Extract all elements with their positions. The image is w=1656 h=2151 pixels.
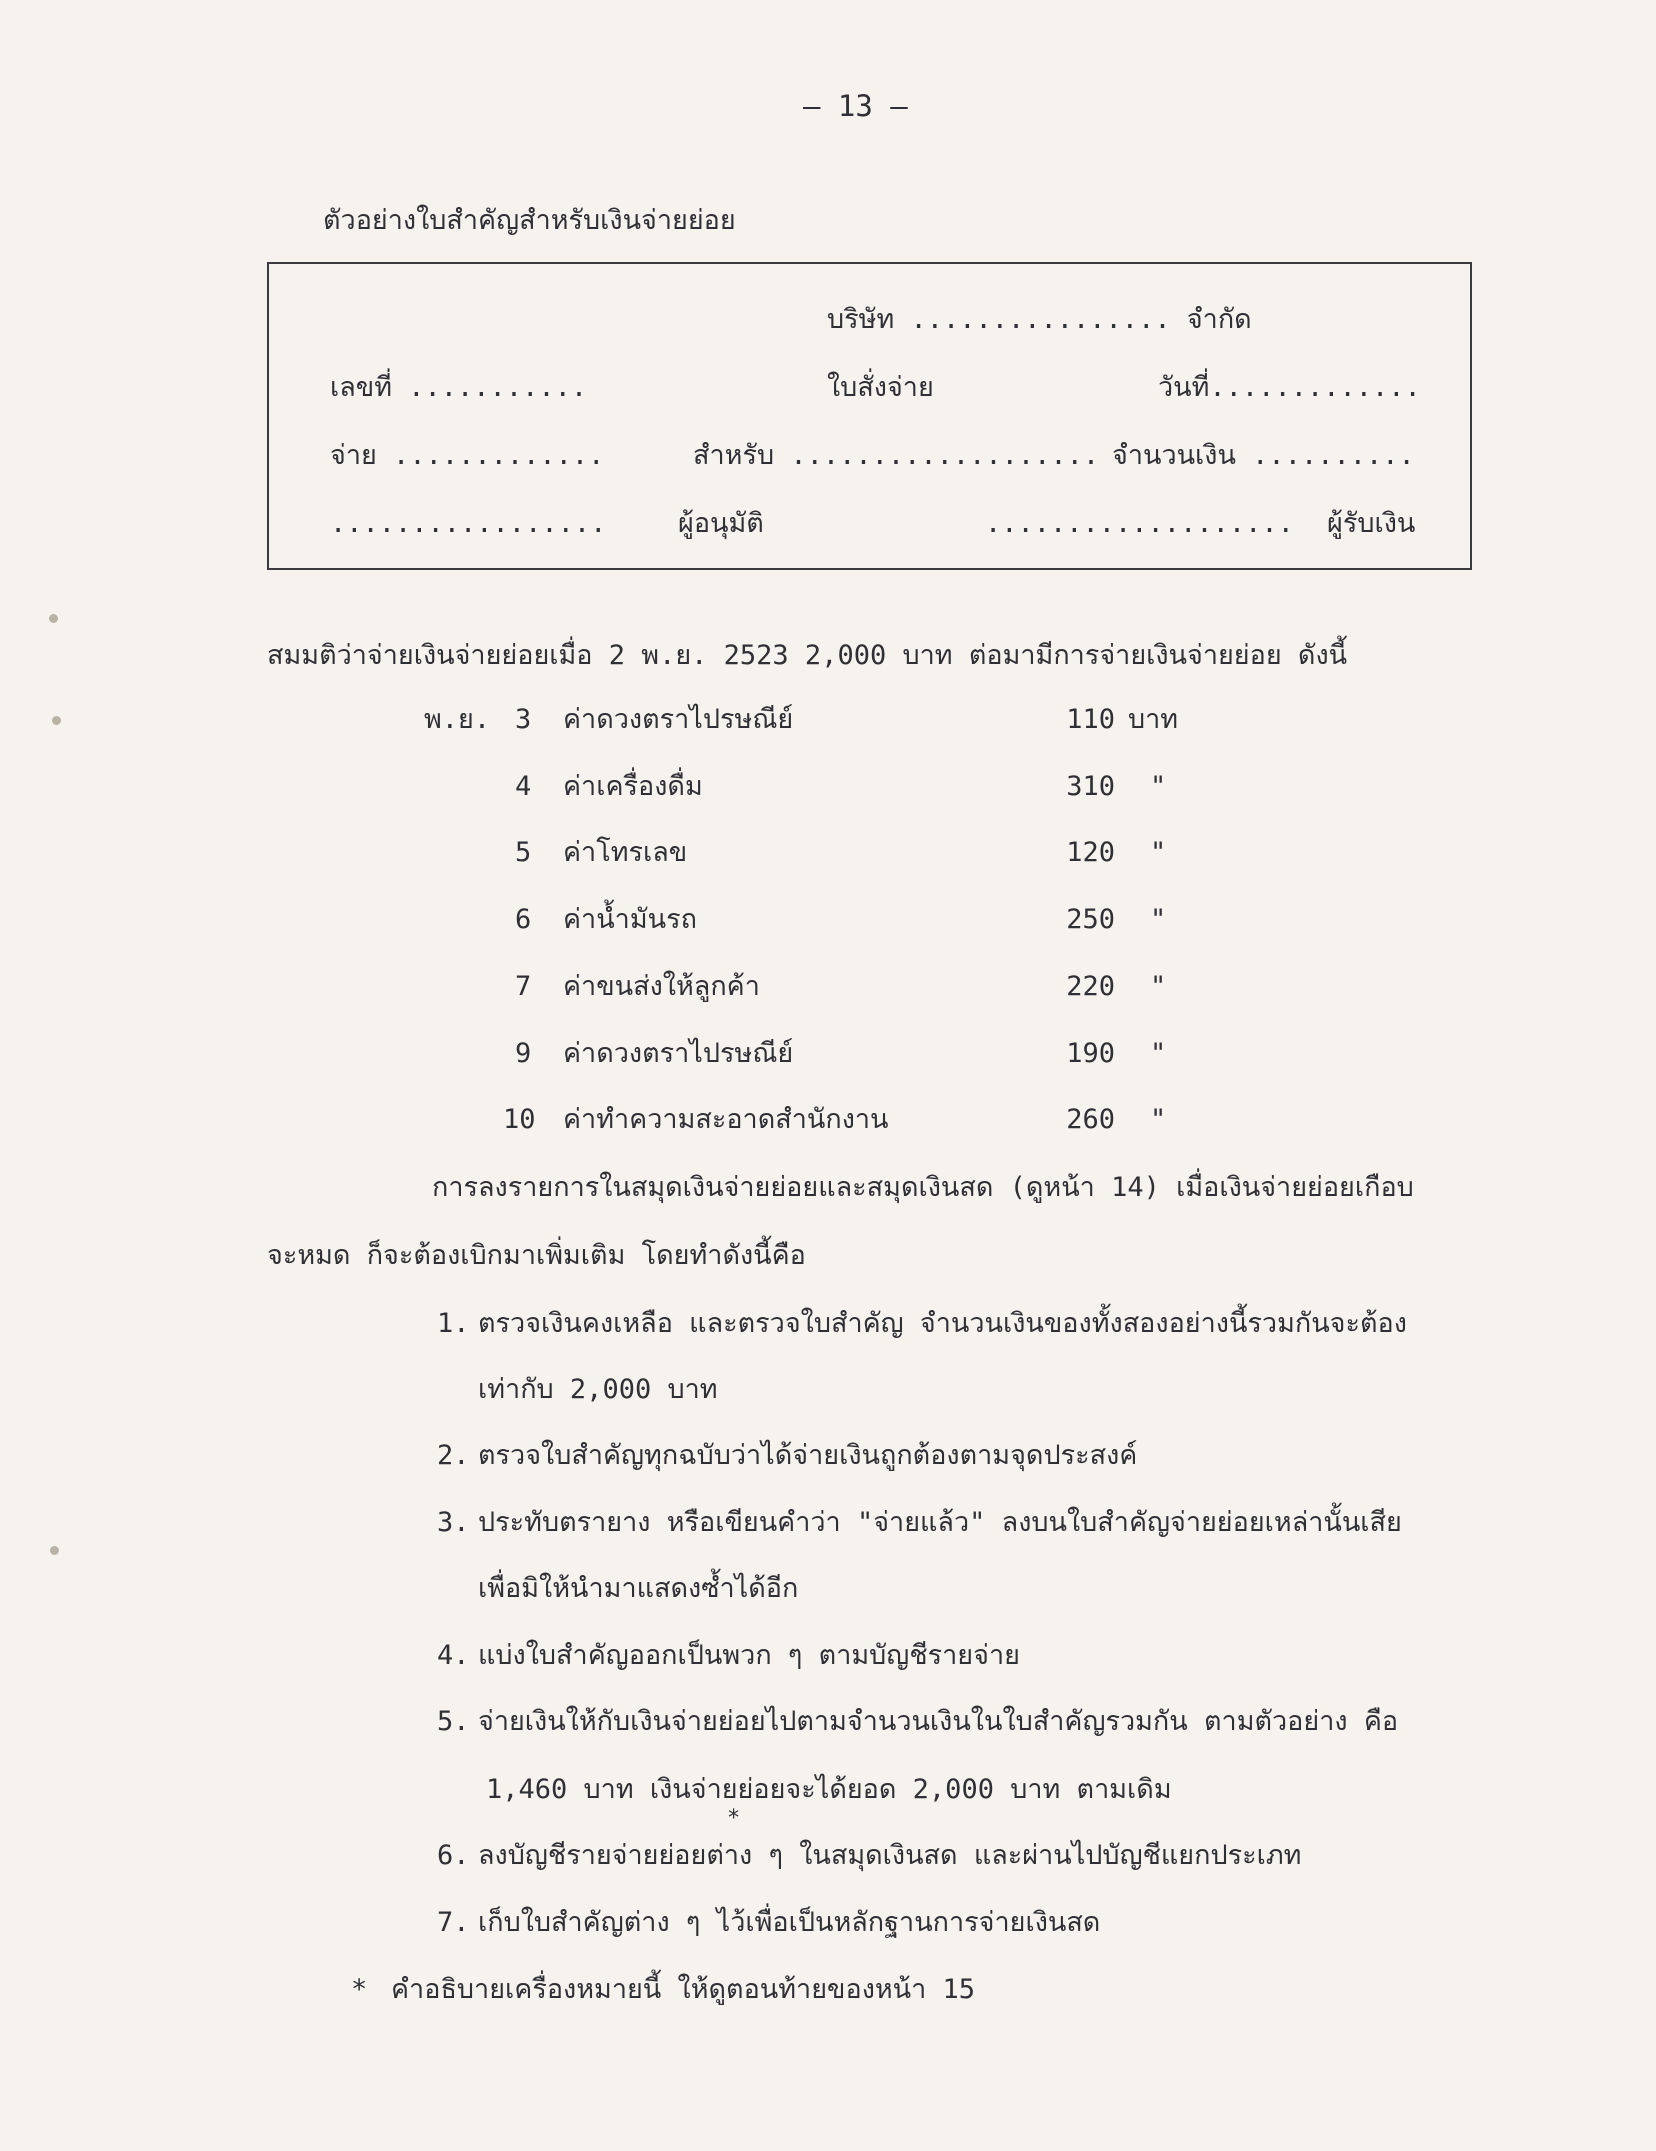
expense-item: ค่าเครื่องดื่ม — [563, 771, 703, 802]
step-number: 2. — [437, 1440, 470, 1471]
asterisk-mark: * — [727, 1806, 741, 1831]
form-approver-line: ................. — [330, 508, 607, 539]
form-number: เลขที่ ........... — [330, 372, 588, 403]
paragraph-line-1: การลงรายการในสมุดเงินจ่ายย่อยและสมุดเงินสด (ดูหน้า 14) เมื่อเงินจ่ายย่อยเกือบ — [432, 1172, 1414, 1203]
step-text: ตรวจเงินคงเหลือ และตรวจใบสำคัญ จำนวนเงินของทั้งสองอย่างนี้รวมกันจะต้อง — [478, 1308, 1407, 1339]
expense-amount: 220 — [1066, 971, 1115, 1002]
expense-amount: 110 — [1066, 704, 1115, 735]
expense-item: ค่าน้ำมันรถ — [563, 904, 697, 935]
expense-item: ค่าขนส่งให้ลูกค้า — [563, 971, 760, 1002]
expense-day: 3 — [515, 704, 532, 735]
step-text-cont: เพื่อมิให้นำมาแสดงซ้ำได้อีก — [478, 1573, 799, 1604]
step-text-cont: 1,460 บาท เงินจ่ายย่อยจะได้ยอด 2,000 บาท ตามเดิม — [486, 1774, 1172, 1805]
expense-item: ค่าทำความสะอาดสำนักงาน — [563, 1104, 889, 1135]
footnote-mark: * — [351, 1974, 368, 2005]
expense-day: 9 — [515, 1038, 532, 1069]
paragraph-line-2: จะหมด ก็จะต้องเบิกมาเพิ่มเติม โดยทำดังนี้คือ — [267, 1240, 806, 1271]
step-text: แบ่งใบสำคัญออกเป็นพวก ๆ ตามบัญชีรายจ่าย — [478, 1640, 1020, 1671]
expense-day: 4 — [515, 771, 532, 802]
form-company: บริษัท ................ จำกัด — [827, 304, 1252, 335]
expense-unit: " — [1150, 971, 1167, 1002]
expense-day: 7 — [515, 971, 532, 1002]
step-number: 1. — [437, 1308, 470, 1339]
expense-unit: " — [1150, 1104, 1167, 1135]
expense-month: พ.ย. — [424, 704, 491, 735]
expense-amount: 260 — [1066, 1104, 1115, 1135]
form-for: สำหรับ ................... — [693, 440, 1100, 471]
expense-unit: บาท — [1128, 704, 1179, 735]
expense-unit: " — [1150, 771, 1167, 802]
punch-mark-3 — [50, 1546, 59, 1555]
punch-mark-1 — [49, 614, 58, 623]
expense-day: 6 — [515, 904, 532, 935]
expense-unit: " — [1150, 904, 1167, 935]
expense-unit: " — [1150, 837, 1167, 868]
form-approver: ผู้อนุมัติ — [678, 508, 764, 539]
step-text: เก็บใบสำคัญต่าง ๆ ไว้เพื่อเป็นหลักฐานการจ่ายเงินสด — [478, 1907, 1101, 1938]
page-number: – 13 – — [803, 89, 908, 123]
expense-item: ค่าดวงตราไปรษณีย์ — [563, 1038, 794, 1069]
step-text: จ่ายเงินให้กับเงินจ่ายย่อยไปตามจำนวนเงินในใบสำคัญรวมกัน ตามตัวอย่าง คือ — [478, 1706, 1399, 1737]
form-amount: จำนวนเงิน .......... — [1112, 440, 1415, 471]
step-number: 7. — [437, 1907, 470, 1938]
step-number: 6. — [437, 1840, 470, 1871]
expense-day: 10 — [503, 1104, 536, 1135]
step-text: ประทับตรายาง หรือเขียนคำว่า "จ่ายแล้ว" ลงบนใบสำคัญจ่ายย่อยเหล่านั้นเสีย — [478, 1507, 1402, 1538]
form-voucher-title: ใบสั่งจ่าย — [827, 372, 934, 403]
step-number: 4. — [437, 1640, 470, 1671]
section-title: ตัวอย่างใบสำคัญสำหรับเงินจ่ายย่อย — [323, 205, 736, 236]
form-receiver-line: ................... — [985, 508, 1294, 539]
step-text: ลงบัญชีรายจ่ายย่อยต่าง ๆ ในสมุดเงินสด และผ่านไปบัญชีแยกประเภท — [478, 1840, 1302, 1871]
intro-text: สมมติว่าจ่ายเงินจ่ายย่อยเมื่อ 2 พ.ย. 2523 2,000 บาท ต่อมามีการจ่ายเงินจ่ายย่อย ดังนี้ — [267, 640, 1348, 671]
step-number: 5. — [437, 1706, 470, 1737]
expense-item: ค่าดวงตราไปรษณีย์ — [563, 704, 794, 735]
step-text-cont: เท่ากับ 2,000 บาท — [478, 1374, 718, 1405]
form-date: วันที่............. — [1158, 372, 1421, 403]
footnote: คำอธิบายเครื่องหมายนี้ ให้ดูตอนท้ายของหน้า 15 — [391, 1974, 976, 2005]
expense-day: 5 — [515, 837, 532, 868]
step-number: 3. — [437, 1507, 470, 1538]
expense-amount: 310 — [1066, 771, 1115, 802]
form-pay-to: จ่าย ............. — [330, 440, 605, 471]
step-text: ตรวจใบสำคัญทุกฉบับว่าได้จ่ายเงินถูกต้องตามจุดประสงค์ — [478, 1440, 1138, 1471]
expense-item: ค่าโทรเลข — [563, 837, 688, 868]
expense-unit: " — [1150, 1038, 1167, 1069]
punch-mark-2 — [52, 716, 61, 725]
expense-amount: 120 — [1066, 837, 1115, 868]
expense-amount: 250 — [1066, 904, 1115, 935]
expense-amount: 190 — [1066, 1038, 1115, 1069]
form-receiver: ผู้รับเงิน — [1327, 508, 1416, 539]
